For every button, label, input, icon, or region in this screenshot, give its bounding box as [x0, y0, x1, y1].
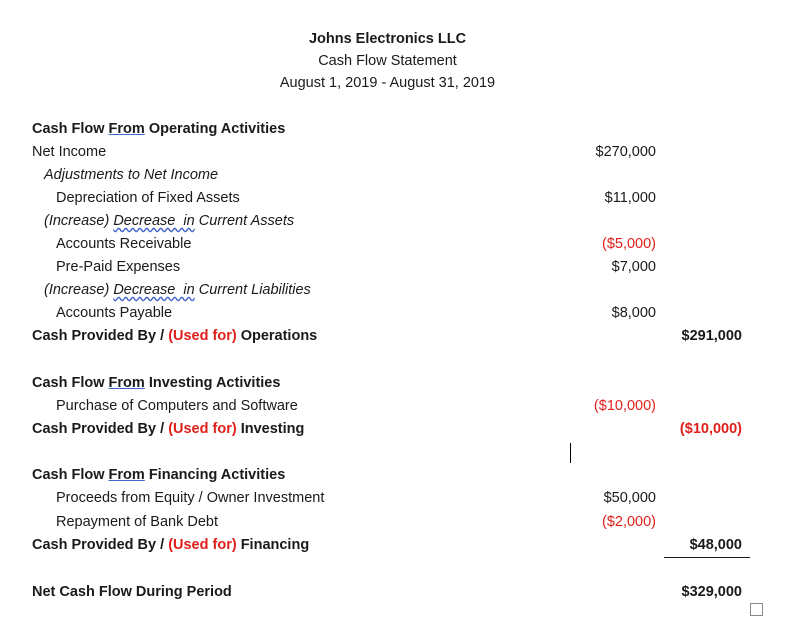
- net-income-value: $270,000: [595, 144, 656, 160]
- statement-title: Cash Flow Statement: [318, 53, 457, 69]
- current-liabilities-heading: (Increase) Decrease in Current Liabilities: [44, 282, 311, 298]
- bank-debt-row: Repayment of Bank Debt ($2,000): [56, 514, 656, 530]
- financing-total-row: Cash Provided By / (Used for) Financing $48,000: [32, 537, 742, 553]
- equity-proceeds-value: $50,000: [603, 490, 656, 506]
- from-word: From: [108, 467, 145, 483]
- prepaid-expenses-row: Pre-Paid Expenses $7,000: [56, 259, 656, 275]
- bank-debt-value: ($2,000): [601, 514, 656, 530]
- equity-proceeds-row: Proceeds from Equity / Owner Investment $50,000: [56, 490, 656, 506]
- net-cash-flow-row: Net Cash Flow During Period $329,000: [32, 584, 742, 600]
- operations-total-row: Cash Provided By / (Used for) Operations $291,000: [32, 328, 742, 344]
- text-cursor[interactable]: [570, 443, 571, 463]
- company-name: Johns Electronics LLC: [308, 31, 467, 47]
- layout-options-icon[interactable]: [750, 603, 763, 616]
- total-underline: [664, 557, 750, 558]
- from-word: From: [108, 121, 145, 137]
- financing-section-header: Cash Flow From Financing Activities: [32, 467, 286, 483]
- depreciation-row: Depreciation of Fixed Assets $11,000: [56, 190, 656, 206]
- financing-total-value: $48,000: [689, 537, 742, 553]
- accounts-payable-row: Accounts Payable $8,000: [56, 305, 656, 321]
- current-assets-heading: (Increase) Decrease in Current Assets: [44, 213, 295, 229]
- net-income-row: Net Income $270,000: [32, 144, 656, 160]
- spellcheck-underline: Decrease in: [113, 213, 195, 229]
- statement-period: August 1, 2019 - August 31, 2019: [279, 75, 496, 91]
- investing-total-row: Cash Provided By / (Used for) Investing ($10,000): [32, 421, 742, 437]
- accounts-receivable-value: ($5,000): [601, 236, 656, 252]
- accounts-payable-value: $8,000: [611, 305, 656, 321]
- investing-section-header: Cash Flow From Investing Activities: [32, 375, 281, 391]
- purchase-computers-value: ($10,000): [593, 398, 656, 414]
- spellcheck-underline: Decrease in: [113, 282, 195, 298]
- net-cash-flow-value: $329,000: [681, 584, 742, 600]
- adjustments-heading: Adjustments to Net Income: [44, 167, 219, 183]
- prepaid-expenses-value: $7,000: [611, 259, 656, 275]
- accounts-receivable-row: Accounts Receivable ($5,000): [56, 236, 656, 252]
- operating-section-header: Cash Flow From Operating Activities: [32, 121, 286, 137]
- investing-total-value: ($10,000): [679, 421, 742, 437]
- operations-total-value: $291,000: [681, 328, 742, 344]
- from-word: From: [108, 375, 145, 391]
- depreciation-value: $11,000: [604, 190, 656, 206]
- purchase-computers-row: Purchase of Computers and Software ($10,000): [56, 398, 656, 414]
